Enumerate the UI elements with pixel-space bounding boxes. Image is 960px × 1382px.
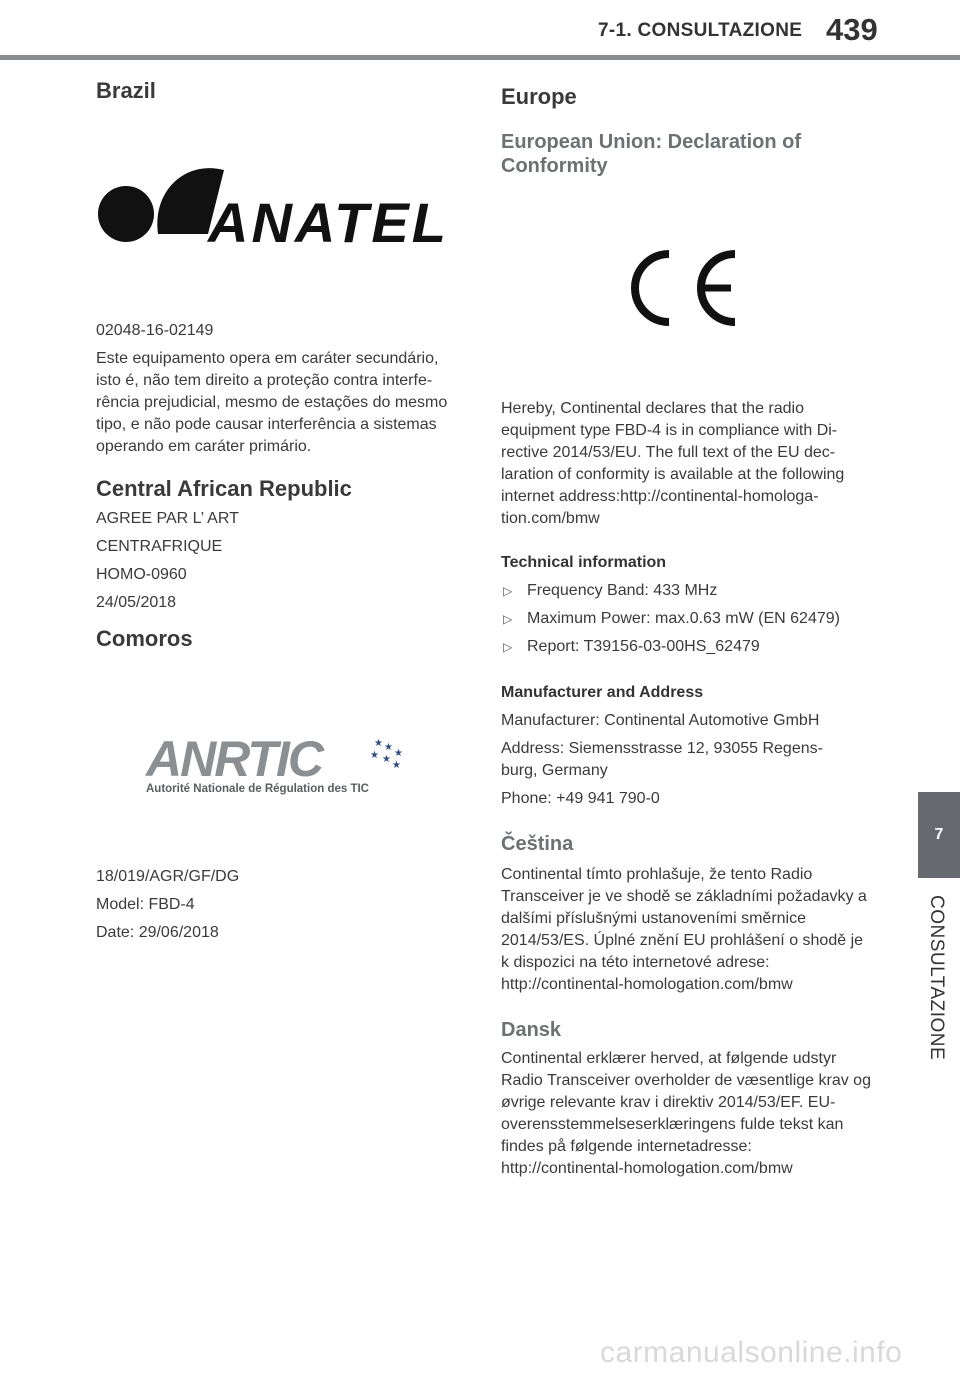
dansk-text: Continental erklærer herved, at følgende udstyr Radio Transceiver overholder de væsentlige krav og øvrige relevante krav i direktiv 2014/53/EF. EU-overensstemmelseserklæringens fulde tekst kan findes på følgende internetadresse: http://continental-homologation.com/bmw (501, 1050, 871, 1177)
car-line-2: CENTRAFRIQUE (96, 538, 223, 555)
tech-heading: Technical information (501, 554, 667, 571)
mfr-line-1: Manufacturer: Continental Automotive GmbH (501, 712, 820, 729)
chapter-number: 7 (934, 826, 944, 843)
header-rule (0, 55, 960, 60)
eu-doc-heading: European Union: Declaration of Conformity (501, 131, 802, 177)
svg-text:★: ★ (382, 754, 391, 765)
eu-declaration: Hereby, Continental declares that the radio equipment type FBD-4 is in compliance with Di-rective 2014/53/EU. The full text of the EU dec-laration of conformity is available at the following internet address:http://continental-homologa-tion.com/bmw (501, 400, 845, 527)
car-heading: Central African Republic (96, 476, 352, 501)
list-item: ▷ Frequency Band: 433 MHz (501, 580, 873, 602)
section-title: 7-1. CONSULTAZIONE (598, 20, 803, 41)
mfr-line-2: Address: Siemensstrasse 12, 93055 Regens-burg, Germany (501, 740, 823, 779)
comoros-line-3: Date: 29/06/2018 (96, 924, 219, 941)
anrtic-logo (142, 728, 412, 798)
anatel-logo (96, 156, 446, 252)
svg-text:★: ★ (384, 742, 393, 753)
anatel-logo-dot (98, 186, 154, 242)
car-line-4: 24/05/2018 (96, 594, 177, 611)
ce-mark-c (635, 254, 669, 322)
europe-heading: Europe (501, 84, 577, 109)
anatel-logo-text: ANATEL (208, 191, 446, 252)
brazil-text: Este equipamento opera em caráter secundário, isto é, não tem direito a proteção contra interfe-rência prejudicial, mesmo de estações do mesmo tipo, e não pode causar interferência a sistemas operando em caráter primário. (96, 350, 448, 455)
triangle-bullet-icon: ▷ (503, 640, 513, 654)
svg-text:★: ★ (374, 738, 383, 749)
dansk-heading: Dansk (501, 1019, 562, 1041)
watermark: carmanualsonline.info (600, 1336, 903, 1369)
brazil-code: 02048-16-02149 (96, 322, 214, 339)
svg-text:★: ★ (392, 760, 401, 771)
car-line-1: AGREE PAR L’ ART (96, 510, 239, 527)
anrtic-logo-subtext: Autorité Nationale de Régulation des TIC (146, 783, 369, 795)
comoros-heading: Comoros (96, 626, 193, 651)
comoros-line-1: 18/019/AGR/GF/DG (96, 868, 240, 885)
chapter-tab[interactable] (918, 792, 960, 878)
cestina-text: Continental tímto prohlašuje, že tento Radio Transceiver je ve shodě se základními požadavky a dalšími příslušnými ustanoveními směrnice 2014/53/ES. Úplné znění EU prohlášení o shodě je k dispozici na této internetové adrese: http://continental-homologation.com/bmw (501, 866, 867, 993)
list-item: ▷ Report: T39156-03-00HS_62479 (501, 636, 873, 658)
ce-mark (625, 246, 745, 330)
list-item: ▷ Maximum Power: max.0.63 mW (EN 62479) (501, 608, 873, 630)
mfr-heading: Manufacturer and Address (501, 684, 704, 701)
chapter-label: CONSULTAZIONE (926, 895, 947, 1061)
triangle-bullet-icon: ▷ (503, 584, 513, 598)
comoros-line-2: Model: FBD-4 (96, 896, 195, 913)
anrtic-logo-graphic (142, 728, 412, 798)
triangle-bullet-icon: ▷ (503, 612, 513, 626)
page-number: 439 (826, 12, 878, 47)
svg-text:★: ★ (370, 750, 379, 761)
car-line-3: HOMO-0960 (96, 566, 187, 583)
anrtic-logo-text: ANRTIC (146, 731, 322, 787)
anrtic-stars (370, 738, 403, 771)
svg-text:★: ★ (394, 748, 403, 759)
anatel-logo-graphic (96, 156, 446, 252)
brazil-heading: Brazil (96, 78, 156, 103)
mfr-line-3: Phone: +49 941 790-0 (501, 790, 660, 807)
tech-list (501, 580, 873, 664)
cestina-heading: Čeština (501, 833, 574, 855)
ce-mark-graphic (625, 246, 745, 330)
